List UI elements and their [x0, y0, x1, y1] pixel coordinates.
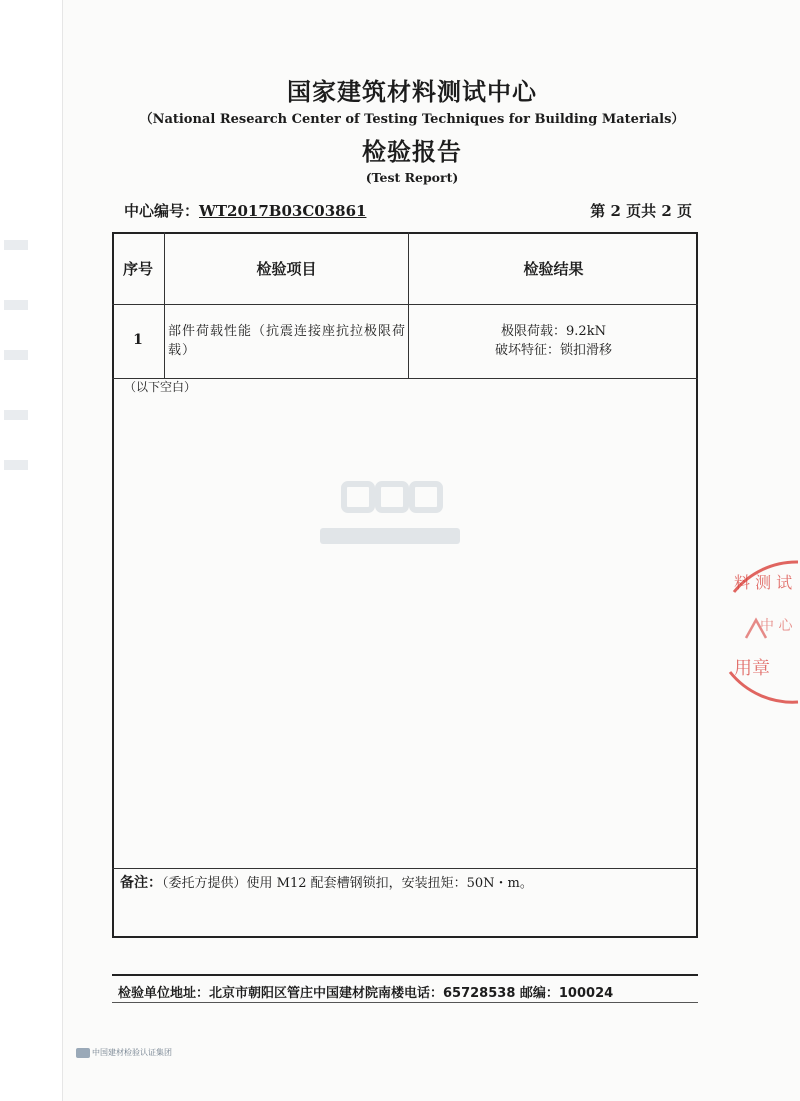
remark-label: 备注： — [120, 875, 162, 891]
blank-note: （以下空白） — [124, 380, 197, 394]
remark — [120, 872, 533, 892]
column-header-item: 检验项目 — [256, 260, 317, 278]
svg-text:料 测 试: 料 测 试 — [734, 573, 793, 592]
center-number-label: 中心编号： — [124, 202, 200, 220]
watermark-logo — [300, 472, 480, 562]
column-header-no: 序号 — [122, 260, 153, 278]
margin-mark — [4, 410, 28, 420]
address-line: 检验单位地址：北京市朝阳区管庄中国建材院南楼电话：65728538 邮编：100024 — [118, 986, 614, 1001]
result-ultimate-load: 极限荷载：9.2kN — [501, 324, 606, 339]
remark-text: （委托方提供）使用 M12 配套槽钢锁扣，安装扭矩：50N・m。 — [162, 876, 533, 891]
margin-mark — [4, 460, 28, 470]
table-divider — [112, 868, 698, 869]
row-test-item: 部件荷载性能（抗震连接座抗拉极限荷载） — [168, 324, 407, 358]
row-test-result — [409, 322, 698, 360]
table-divider — [112, 304, 698, 305]
svg-text:中 心: 中 心 — [760, 618, 793, 634]
result-failure-mode: 破坏特征：锁扣滑移 — [494, 343, 612, 358]
org-title: 国家建筑材料测试中心 — [287, 77, 537, 106]
svg-text:用章: 用章 — [734, 658, 770, 679]
column-divider — [164, 232, 165, 378]
table-divider — [112, 378, 698, 379]
report-title-en: (Test Report) — [365, 170, 459, 185]
margin-mark — [4, 300, 28, 310]
report-title: 检验报告 — [362, 137, 462, 166]
row-number: 1 — [133, 332, 143, 348]
footer-org-name: 中国建材检验认证集团 — [92, 1048, 172, 1057]
logo-icon — [76, 1048, 90, 1058]
margin-mark — [4, 350, 28, 360]
margin-mark — [4, 240, 28, 250]
column-header-result: 检验结果 — [523, 260, 584, 278]
footer-divider — [112, 974, 698, 976]
footer-divider — [112, 1002, 698, 1003]
org-title-en: （National Research Center of Testing Techniques for Building Materials） — [139, 112, 685, 127]
page-counter: 第 2 页共 2 页 — [590, 202, 692, 220]
official-seal — [700, 552, 800, 712]
center-number — [124, 200, 366, 221]
binding-margin — [0, 0, 62, 1101]
center-number-value: WT2017B03C03861 — [199, 202, 367, 220]
footer-logo — [76, 1042, 172, 1061]
